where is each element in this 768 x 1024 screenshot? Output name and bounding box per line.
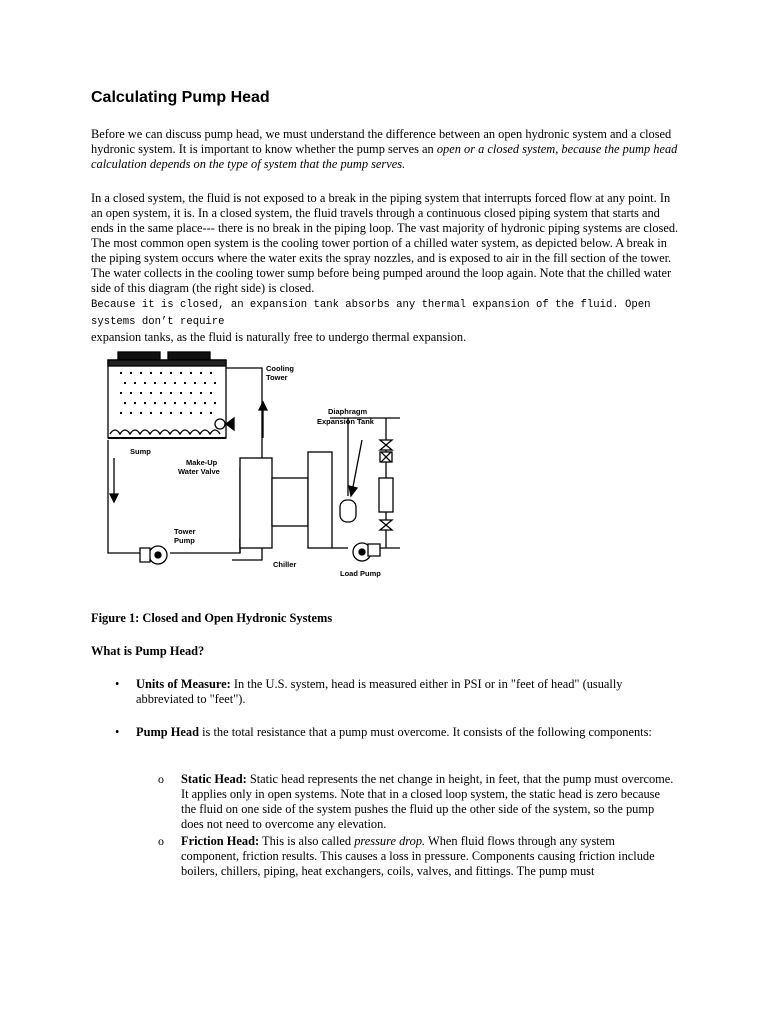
load-pump-drawing xyxy=(353,543,380,561)
section-subheading: What is Pump Head? xyxy=(91,644,205,658)
bullet-pump-head xyxy=(136,725,676,740)
hydronic-system-diagram xyxy=(100,348,430,586)
system-text: In a closed system, the fluid is not exposed to a break in the piping system that interrupts forced flow at any point. In an open system, it is. In a closed system, the fluid travels through a continuous closed piping system that starts and ends in the same place--- there is no break in the piping loop. The vast majority of hydronic piping systems are closed. The most common open system is the cooling tower portion of a chilled water system, as depicted below. A break in the piping system occurs where the water exits the spray nozzles, and is exposed to air in the fill section of the tower. The water collects in the cooling tower sump before being pumped around the loop again. Note that the chilled water side of this diagram (the right side) is closed. xyxy=(91,191,679,295)
bullet-bold-label: Units of Measure: xyxy=(136,677,231,691)
cooling-tower-label-2: Tower xyxy=(266,373,288,382)
intro-italic-text: open or a closed system, because the pump head calculation depends on the type of system that the pump serves. xyxy=(91,142,678,171)
bullet-marker: • xyxy=(115,725,120,739)
tower-pump-drawing xyxy=(140,546,167,564)
bullet-body: is the total resistance that a pump must overcome. It consists of the following components: xyxy=(199,725,652,739)
chiller-drawing xyxy=(240,452,332,548)
tower-pump-label-2: Pump xyxy=(174,536,195,545)
figure-caption: Figure 1: Closed and Open Hydronic Systems xyxy=(91,611,333,625)
sub-bullet-marker: o xyxy=(158,772,164,786)
chiller-label: Chiller xyxy=(273,560,297,569)
sub-bullet-body: This is also called xyxy=(259,834,355,848)
makeup-valve-label-2: Water Valve xyxy=(178,467,220,476)
diaphragm-label-2: Expansion Tank xyxy=(317,417,374,426)
cooling-tower-label-1: Cooling xyxy=(266,364,294,373)
intro-text: Before we can discuss pump head, we must understand the difference between an open hydronic system and a closed hydronic system. It is important to know whether the pump serves an xyxy=(91,127,672,156)
makeup-valve-label-1: Make-Up xyxy=(186,458,218,467)
sump-label: Sump xyxy=(130,447,151,456)
bullet-marker: • xyxy=(115,677,120,691)
page-title: Calculating Pump Head xyxy=(91,89,270,106)
diaphragm-label-1: Diaphragm xyxy=(328,407,368,416)
system-mono-text: Because it is closed, an expansion tank absorbs any thermal expansion of the fluid. Open systems don’t require xyxy=(91,299,651,328)
sub-bullet-italic: pressure drop. xyxy=(354,834,426,848)
bullet-units-of-measure xyxy=(136,677,676,707)
sub-bullet-friction-head xyxy=(181,834,676,879)
bullet-body: In the U.S. system, head is measured either in PSI or in "feet of head" (usually abbreviated to "feet"). xyxy=(136,677,623,706)
sub-bullet-body: Static head represents the net change in height, in feet, that the pump must overcome. It applies only in open systems. Note that in a closed loop system, the static head is zero because the fluid on one side of the system pushes the fluid up the other side of the system, so the pump does not need to overcome any elevation. xyxy=(181,772,674,831)
bullet-bold-label: Pump Head xyxy=(136,725,199,739)
sub-bullet-marker: o xyxy=(158,834,164,848)
sub-bullet-tail: When fluid flows through any system component, friction results. This causes a loss in pressure. Components causing friction include boilers, chillers, piping, heat exchangers, coils, valves, and fittings. The pump must xyxy=(181,834,655,878)
sub-bullet-bold-label: Static Head: xyxy=(181,772,247,786)
expansion-tank-drawing xyxy=(340,418,362,522)
system-paragraph xyxy=(91,191,681,345)
cooling-tower-drawing xyxy=(108,352,234,438)
intro-paragraph xyxy=(91,127,681,172)
sub-bullet-static-head xyxy=(181,772,676,832)
load-pump-label: Load Pump xyxy=(340,569,381,578)
system-tail-text: expansion tanks, as the fluid is naturally free to undergo thermal expansion. xyxy=(91,330,467,344)
sub-bullet-bold-label: Friction Head: xyxy=(181,834,260,848)
tower-pump-label-1: Tower xyxy=(174,527,196,536)
